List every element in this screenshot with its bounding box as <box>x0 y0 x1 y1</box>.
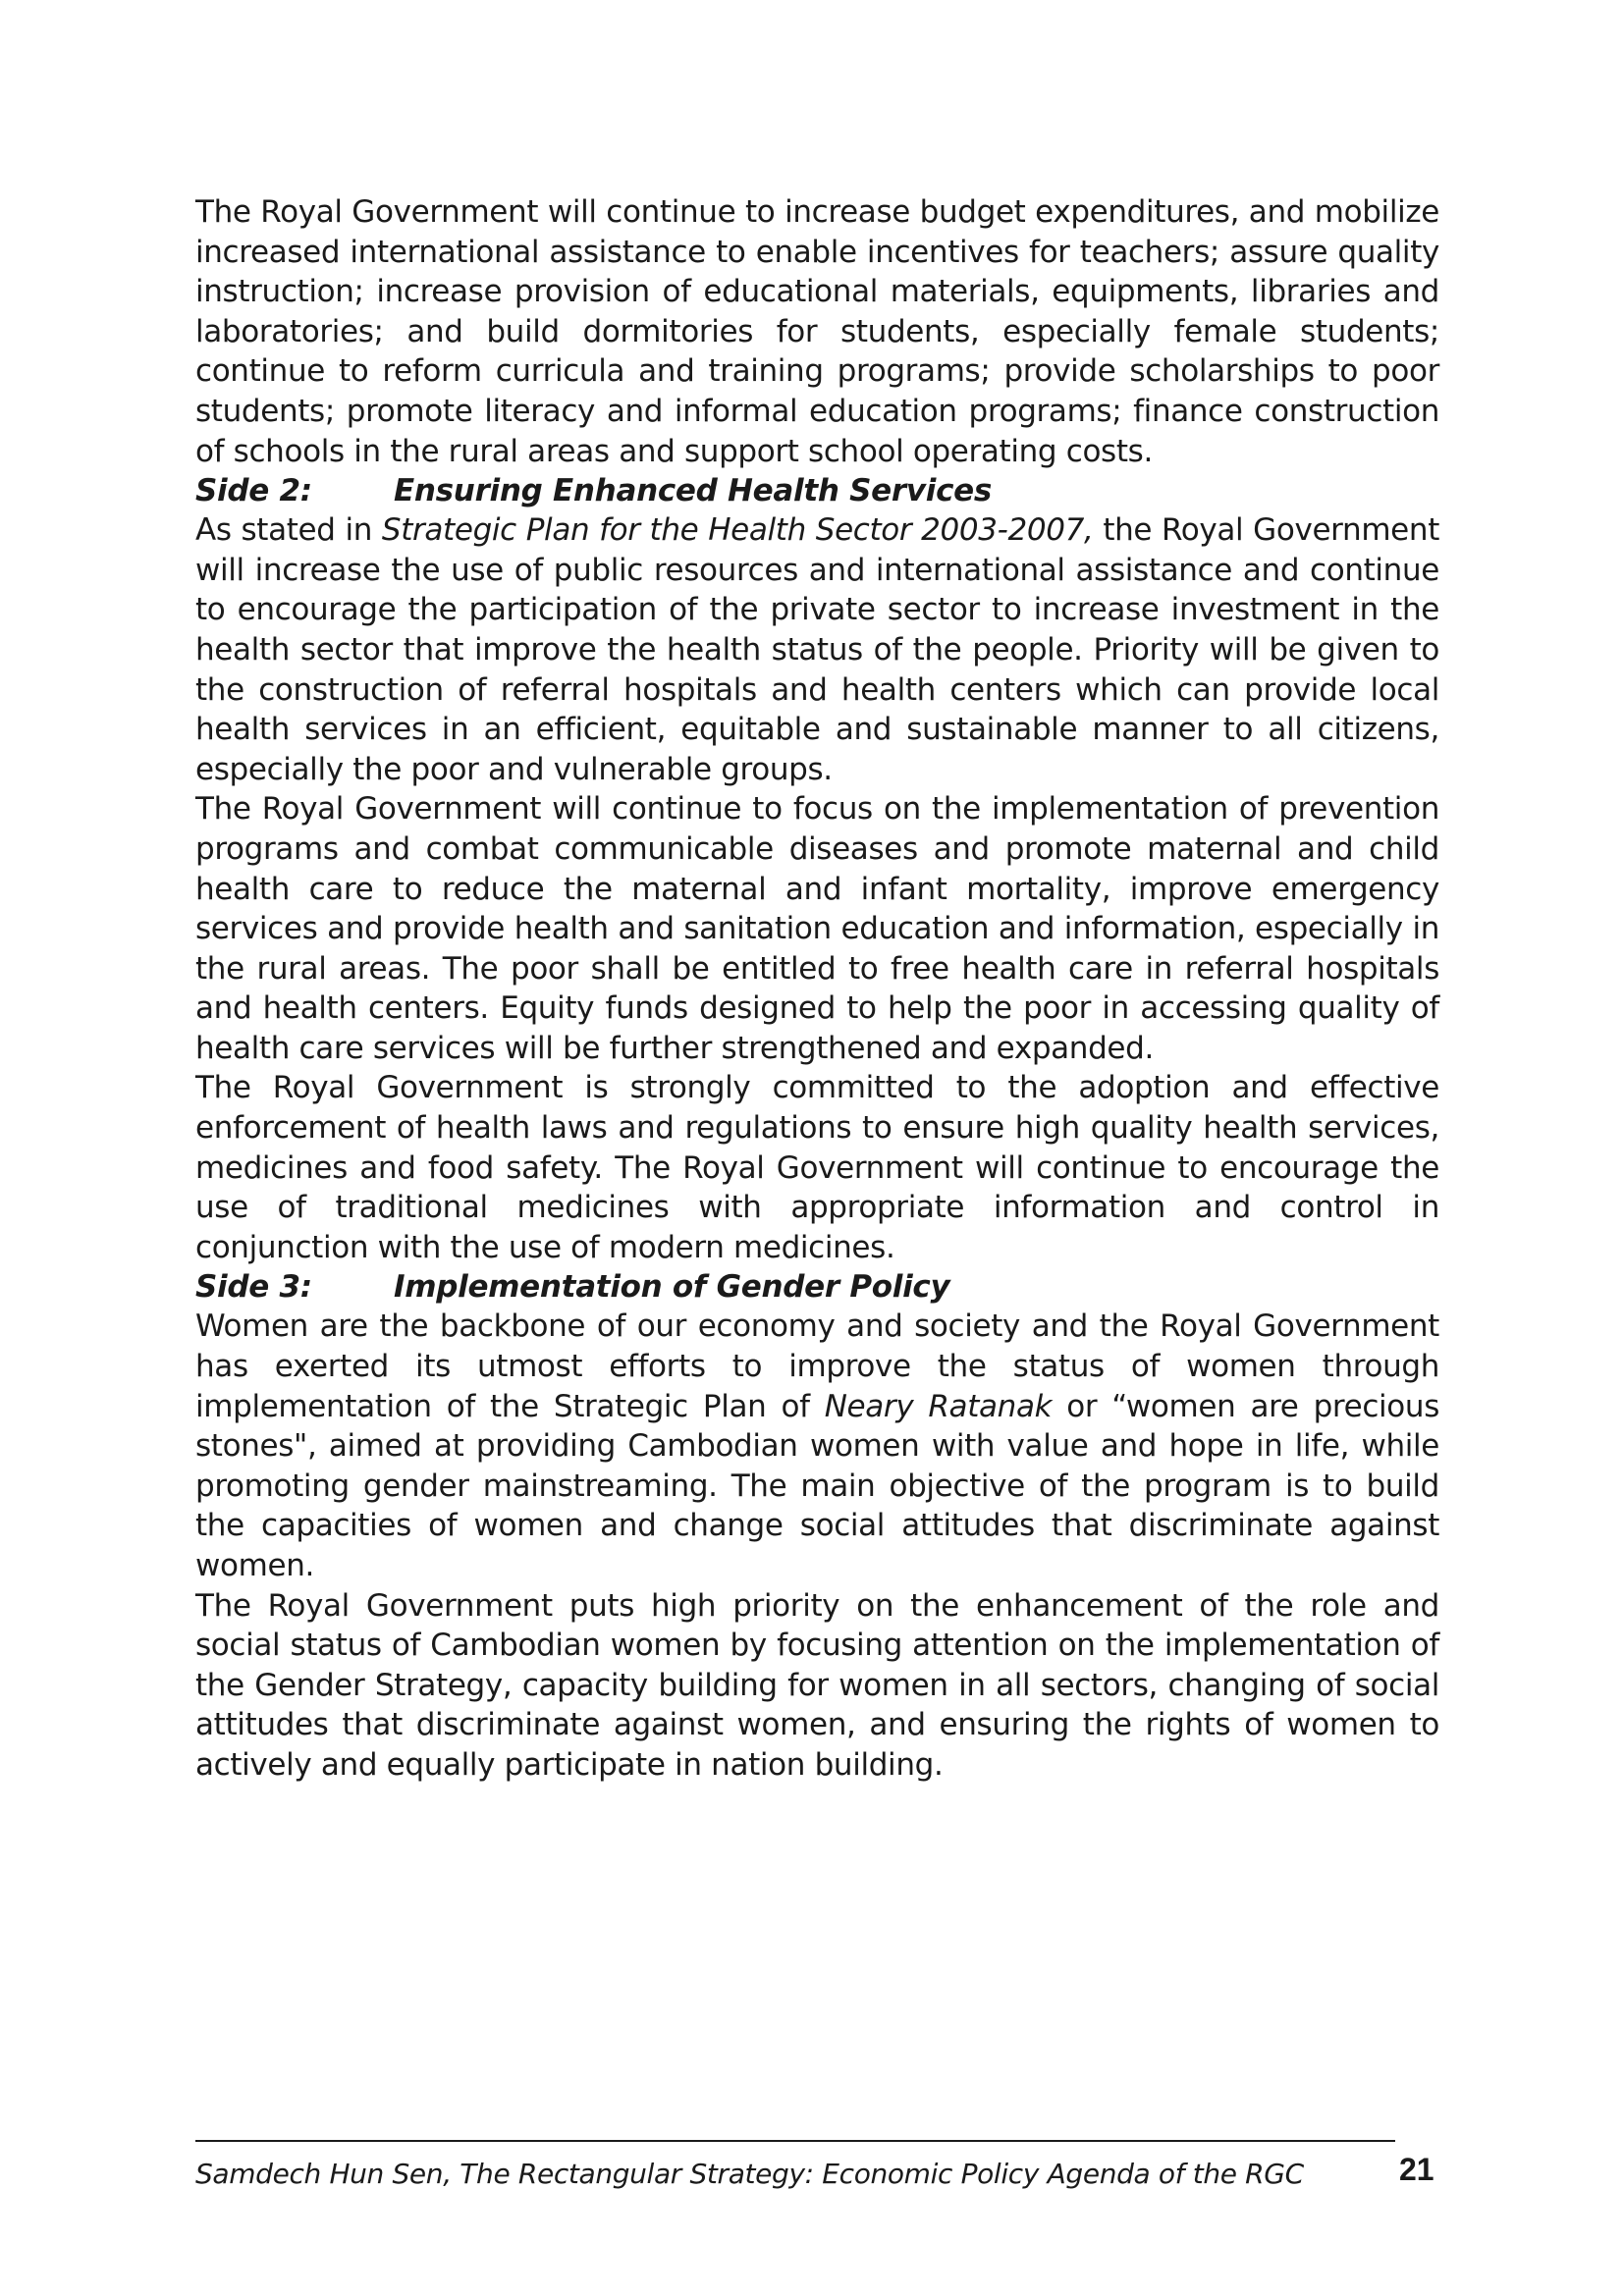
section-heading-side-3 <box>195 1267 1439 1307</box>
intro-paragraph: The Royal Government will continue to increase budget expenditures, and mobilize increased international assistance to enable incentives for teachers; assure quality instruction; increase provision of educational materials, equipments, libraries and laboratories; and build dormitories for students, especially female students; continue to reform curricula and training programs; provide scholarships to poor students; promote literacy and informal education programs; finance construction of schools in the rural areas and support school operating costs. <box>195 194 1439 469</box>
neary-ratanak-italic: Neary Ratanak <box>824 1388 1053 1424</box>
section-label: Side 3: <box>195 1269 312 1306</box>
paragraph-text: As stated in <box>195 512 382 549</box>
health-paragraph-2: The Royal Government will continue to focus on the implementation of prevention programs and combat communicable diseases and promote maternal and child health care to reduce the maternal and infant mortality, improve emergency services and provide health and sanitation education and information, especially in the rural areas. The poor shall be entitled to free health care in referral hospitals and health centers. Equity funds designed to help the poor in accessing quality of health care services will be further strengthened and expanded. <box>195 791 1439 1066</box>
health-paragraph-1 <box>195 510 1439 789</box>
section-label: Side 2: <box>195 473 312 509</box>
health-paragraph-3: The Royal Government is strongly committed to the adoption and effective enforcement of health laws and regulations to ensure high quality health services, medicines and food safety. The Royal Government will continue to encourage the use of traditional medicines with appropriate information and control in conjunction with the use of modern medicines. <box>195 1070 1439 1265</box>
plan-title-italic: Strategic Plan for the Health Sector 2003-2007, <box>381 512 1094 549</box>
paragraph-text: Women are the backbone of our economy and society and the Royal Government has exerted its utmost efforts to improve the status of women through implementation of the Strategic Plan of <box>195 1308 1439 1424</box>
footer-divider <box>195 2140 1395 2142</box>
page-number: 21 <box>1399 2152 1434 2187</box>
page-footer <box>195 2140 1434 2238</box>
paragraph-text: or “women are precious stones", aimed at providing Cambodian women with value and hope in life, while promoting gender mainstreaming. The main objective of the program is to build the capacities of women and change social attitudes that discriminate against women. <box>195 1388 1440 1583</box>
gender-paragraph-1 <box>195 1307 1439 1585</box>
section-heading-side-2 <box>195 471 1439 510</box>
gender-paragraph-2: The Royal Government puts high priority on the enhancement of the role and social status of Cambodian women by focusing attention on the implementation of the Gender Strategy, capacity building for women in all sectors, changing of social attitudes that discriminate against women, and ensuring the rights of women to actively and equally participate in nation building. <box>195 1587 1439 1783</box>
paragraph-text: the Royal Government will increase the use of public resources and international assistance and continue to encourage the participation of the private sector to increase investment in the health sector that improve the health status of the people. Priority will be given to the construction of referral hospitals and health centers which can provide local health services in an efficient, equitable and sustainable manner to all citizens, especially the poor and vulnerable groups. <box>195 512 1439 787</box>
section-title: Implementation of Gender Policy <box>394 1269 950 1306</box>
footer-citation: Samdech Hun Sen, The Rectangular Strategy: Economic Policy Agenda of the RGC <box>195 2158 1304 2190</box>
section-title: Ensuring Enhanced Health Services <box>394 473 993 509</box>
document-page <box>195 192 1439 1786</box>
